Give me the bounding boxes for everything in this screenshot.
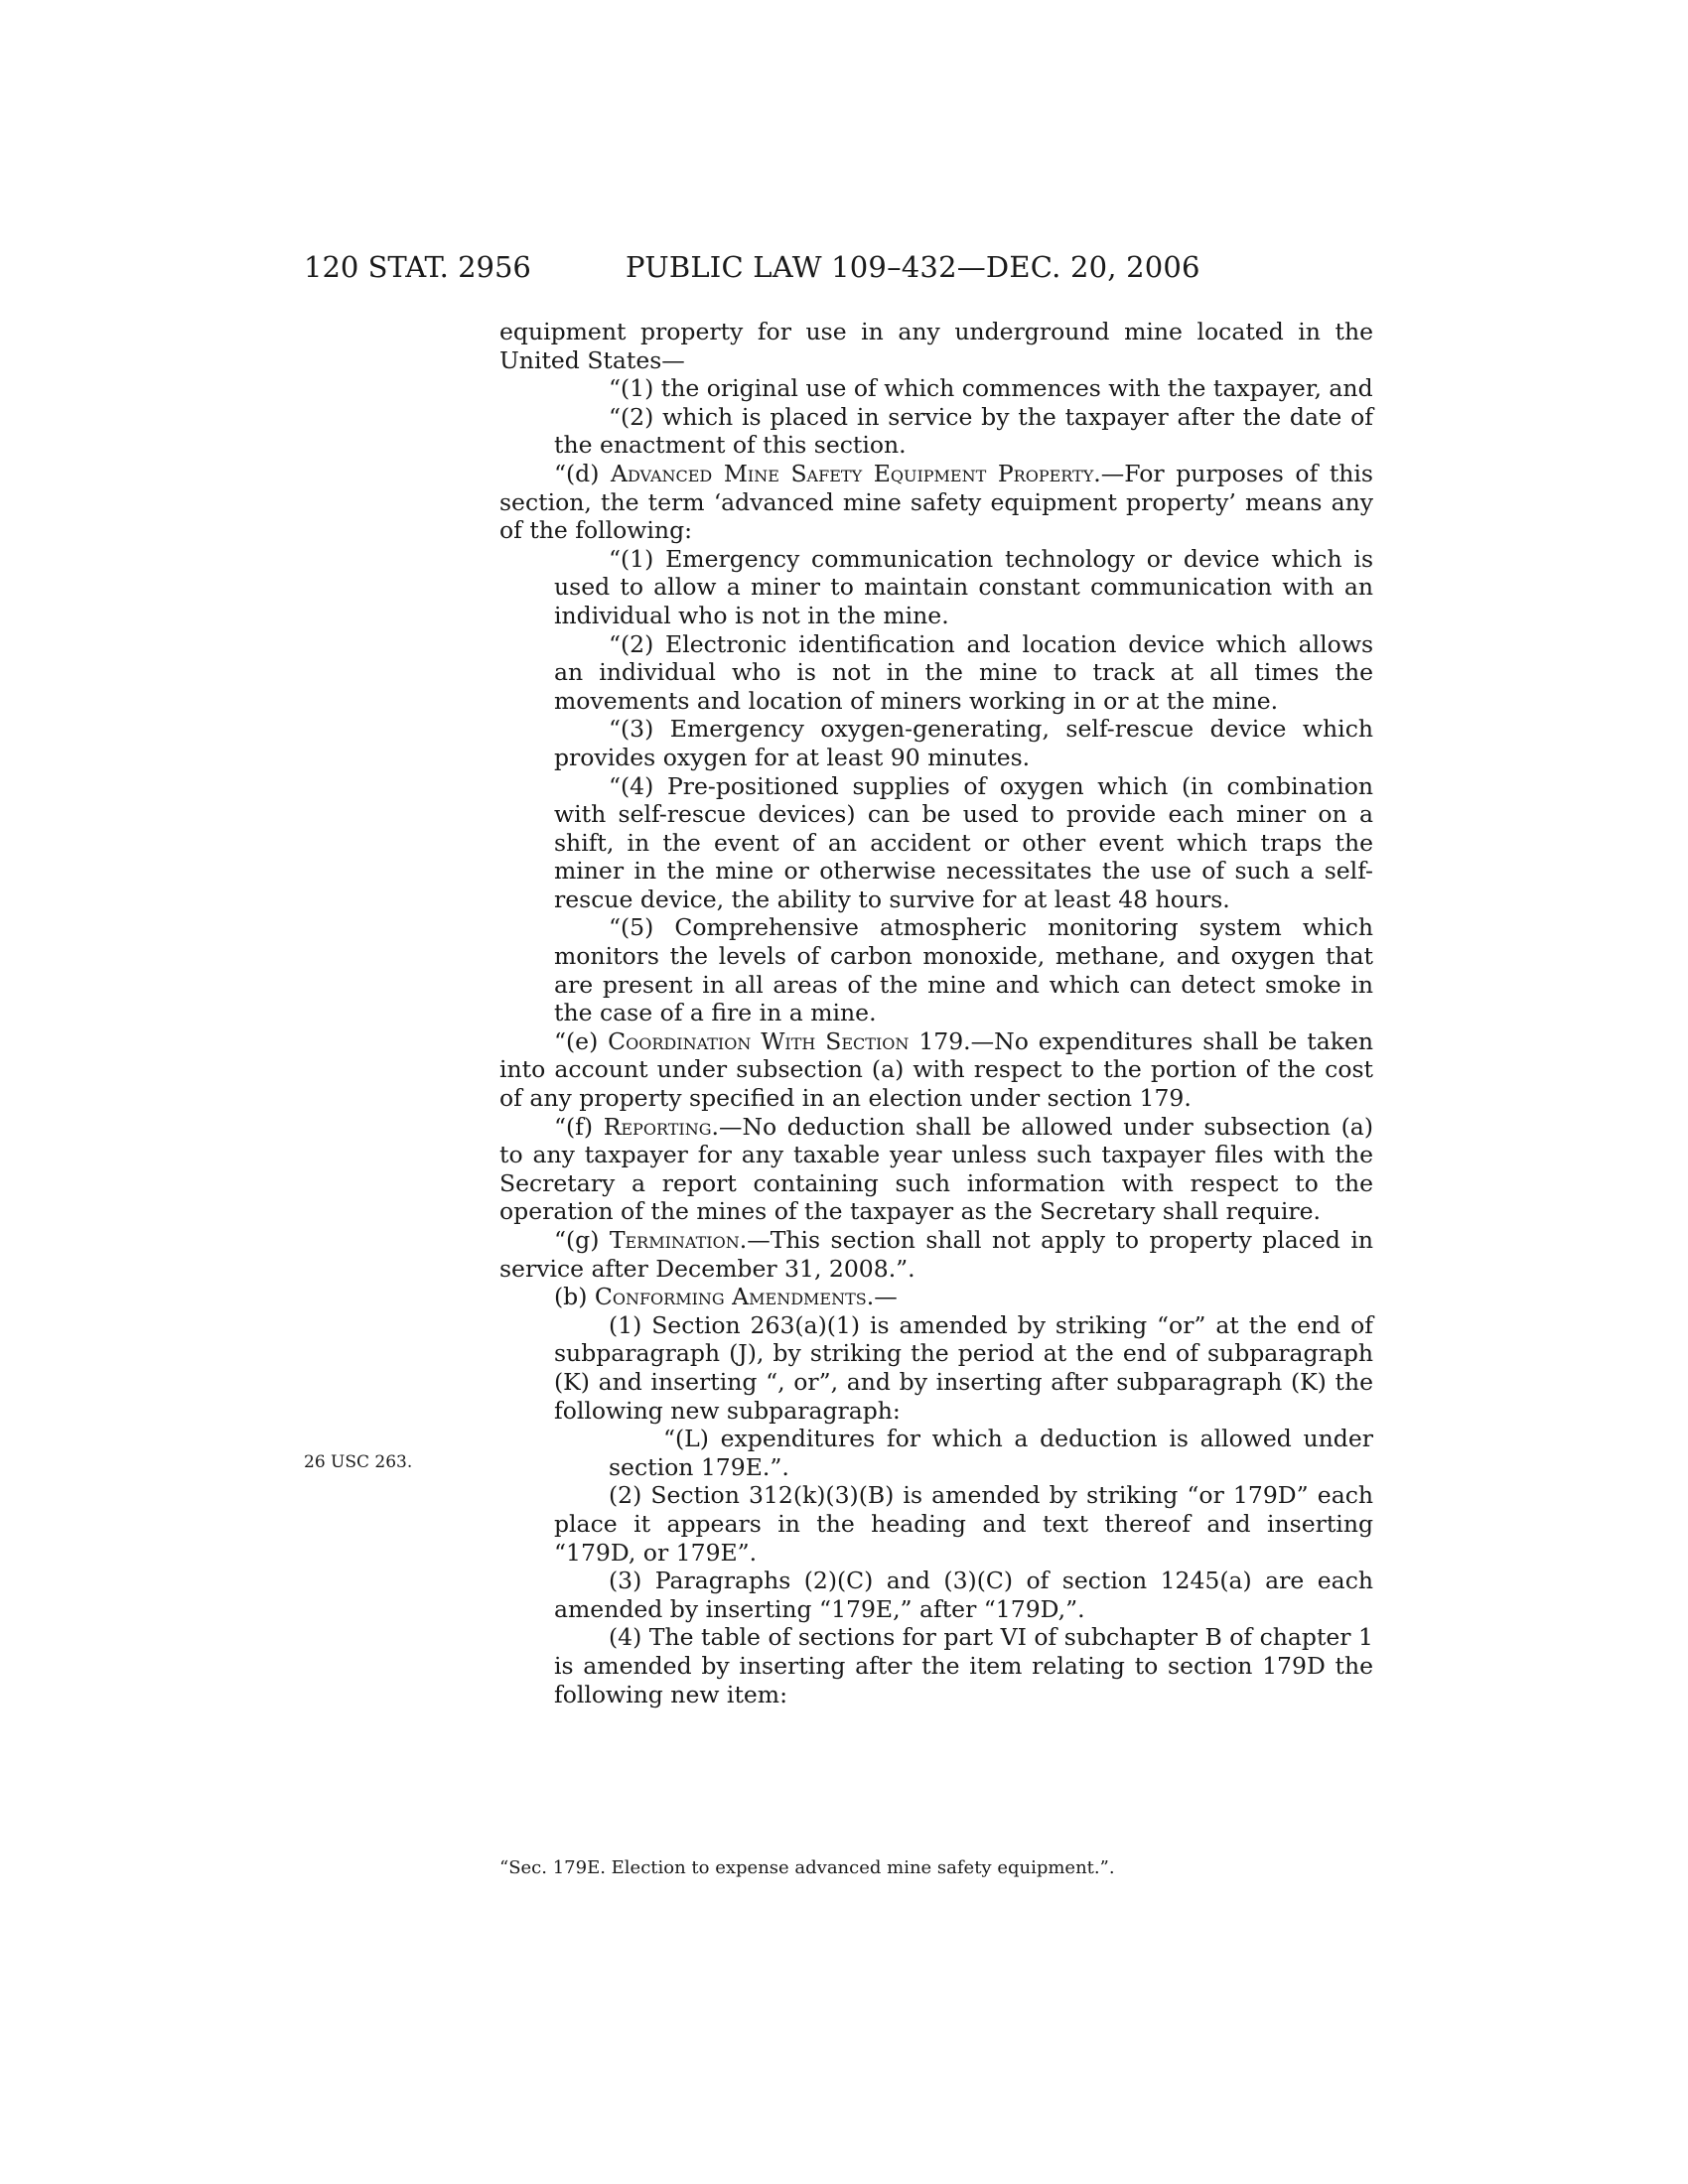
subsection-lead: “(d) (554, 459, 611, 487)
paragraph: (4) The table of sections for part VI of subchapter B of chapter 1 is amended by inserting after the item relating to section 179D the following new item: (554, 1623, 1373, 1708)
subsection-text: .—No expenditures shall be taken into account under subsection (a) with respect to the portion of the cost of any property specified in an election under section 179. (499, 1026, 1373, 1113)
paragraph: (1) Section 263(a)(1) is amended by striking “or” at the end of subparagraph (J), by striking the period at the end of subparagraph (K) and inserting “, or”, and by inserting after subparagraph (K) the following new subparagraph: (554, 1310, 1373, 1425)
running-head: PUBLIC LAW 109–432—DEC. 20, 2006 (626, 250, 1200, 284)
subsection-d (499, 460, 1373, 545)
paragraph: “(2) Electronic identification and location device which allows an individual who is not in the mine to track at all times the movements and location of miners working in or at the mine. (554, 629, 1373, 715)
subsection-heading: Termination (609, 1226, 740, 1254)
subsection-heading: Reporting (603, 1112, 712, 1141)
table-of-sections-item: “Sec. 179E. Election to expense advanced mine safety equipment.”. (499, 1857, 1115, 1878)
subsection-e (499, 1027, 1373, 1113)
subsection-text: .—No deduction shall be allowed under subsection (a) to any taxpayer for any taxable year unless such taxpayer files with the Secretary a report containing such information with respect to the operation of the mines of the taxpayer as the Secretary shall require. (499, 1112, 1373, 1226)
paragraph: “(1) Emergency communication technology or device which is used to allow a miner to maintain constant communication with an individual who is not in the mine. (554, 544, 1373, 629)
paragraph: (3) Paragraphs (2)(C) and (3)(C) of section 1245(a) are each amended by inserting “179E,” after “179D,”. (554, 1567, 1373, 1623)
paragraph: “(5) Comprehensive atmospheric monitoring system which monitors the levels of carbon monoxide, methane, and oxygen that are present in all areas of the mine and which can detect smoke in the case of a fire in a mine. (554, 913, 1373, 1027)
subsection-f (499, 1113, 1373, 1226)
paragraph: “(4) Pre-positioned supplies of oxygen which (in combination with self-rescue devices) can be used to provide each miner on a shift, in the event of an accident or other event which traps the miner in the mine or otherwise necessitates the use of such a self-rescue device, the ability to survive for at least 48 hours. (554, 771, 1373, 913)
subsection-lead: “(g) (554, 1226, 610, 1254)
paragraph: “(1) the original use of which commences with the taxpayer, and (609, 374, 1373, 403)
page-header (304, 246, 1221, 288)
subsection-lead: “(e) (554, 1026, 609, 1055)
margin-citation: 26 USC 263. (304, 1452, 413, 1472)
paragraph: equipment property for use in any underground mine located in the United States— (499, 318, 1373, 374)
subsection-heading: Coordination With Section 179 (608, 1026, 964, 1055)
subsection-text: .—This section shall not apply to property placed in service after December 31, 2008.”. (499, 1226, 1373, 1283)
subsection-text: .—For purposes of this section, the term ‘advanced mine safety equipment property’ means any of the following: (499, 459, 1373, 545)
subsection-text: .— (866, 1283, 898, 1311)
statute-page-number: 120 STAT. 2956 (304, 250, 531, 284)
paragraph: (2) Section 312(k)(3)(B) is amended by striking “or 179D” each place it appears in the heading and text thereof and inserting “179D, or 179E”. (554, 1481, 1373, 1567)
subsection-g (499, 1226, 1373, 1283)
paragraph: “(2) which is placed in service by the taxpayer after the date of the enactment of this section. (554, 402, 1373, 460)
paragraph: “(L) expenditures for which a deduction is allowed under section 179E.”. (609, 1425, 1373, 1481)
subsection-b (499, 1283, 1373, 1311)
subsection-heading: Advanced Mine Safety Equipment Property (610, 459, 1094, 487)
statute-body (499, 318, 1373, 1708)
subsection-heading: Conforming Amendments (594, 1283, 867, 1311)
subsection-lead: (b) (554, 1283, 595, 1311)
subsection-lead: “(f) (554, 1112, 604, 1141)
paragraph: “(3) Emergency oxygen-generating, self-rescue device which provides oxygen for at least 90 minutes. (554, 715, 1373, 771)
